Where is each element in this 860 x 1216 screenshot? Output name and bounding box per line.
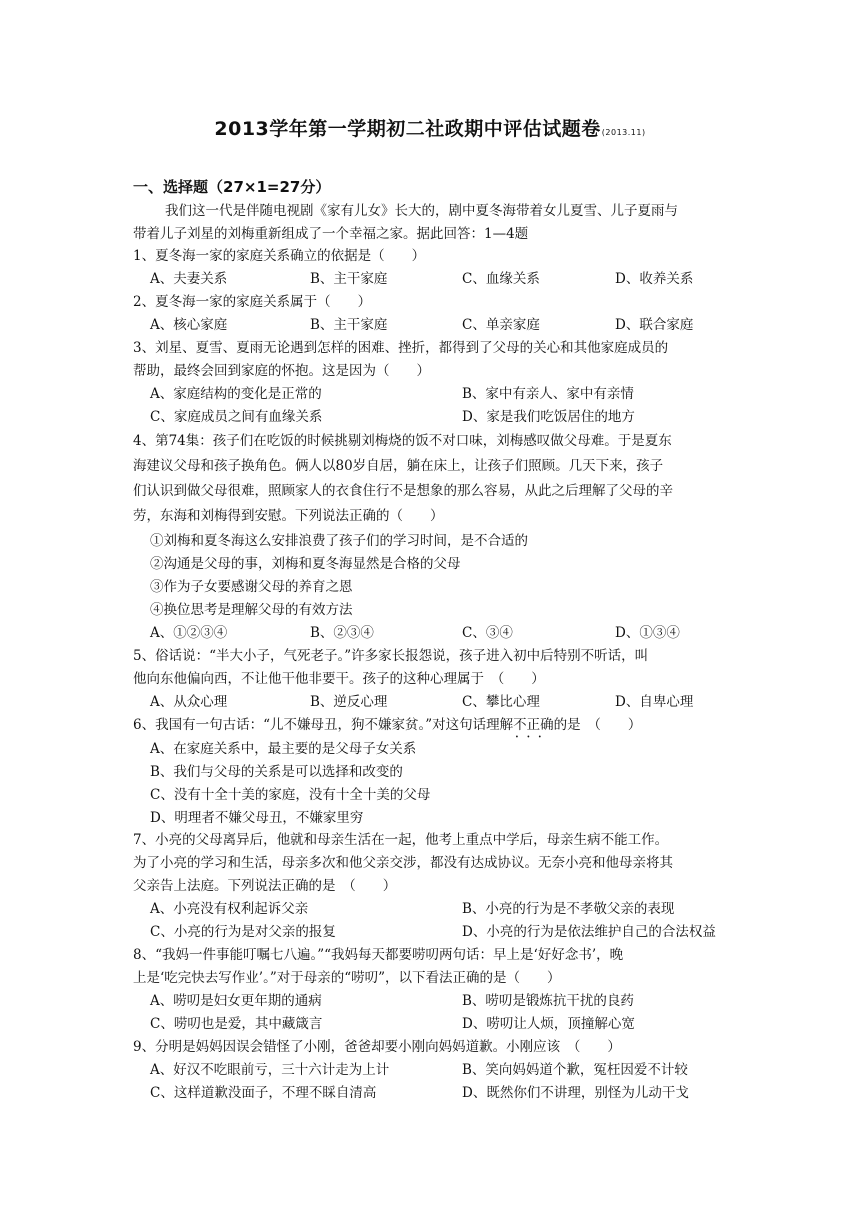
option: B、逆反心理: [310, 694, 388, 710]
option: C、单亲家庭: [462, 317, 540, 333]
option: B、②③④: [310, 625, 374, 641]
question-6-text: 6、我国有一句古话：“儿不嫌母丑，狗不嫌家贫。”对这句话理解: [133, 717, 514, 733]
exam-title: [0, 114, 860, 141]
option: A、唠叨是妇女更年期的通病: [150, 993, 322, 1009]
question-5-line-2: 他向东他偏向西，不让他干他非要干。孩子的这种心理属于 （ ）: [133, 671, 545, 687]
option: D、唠叨让人烦，顶撞解心宽: [462, 1016, 635, 1032]
question-4-line-3: 们认识到做父母很难，照顾家人的衣食住行不是想象的那么容易，从此之后理解了父母的辛: [133, 483, 673, 499]
option: C、唠叨也是爱，其中藏箴言: [150, 1016, 323, 1032]
option: A、夫妻关系: [150, 271, 228, 287]
option: B、家中有亲人、家中有亲情: [462, 386, 634, 402]
question-4-statement: ②沟通是父母的事，刘梅和夏冬海显然是合格的父母: [150, 556, 461, 572]
question-4-line-1: 4、第74集：孩子们在吃饭的时候挑剔刘梅烧的饭不对口味，刘梅感叹做父母难。于是夏东: [133, 433, 672, 449]
question-8-line-1: 8、“我妈一件事能叮嘱七八遍。”“我妈每天都要唠叨两句话：早上是‘好好念书’，晚: [133, 947, 624, 963]
title-main: 2013学年第一学期初二社政期中评估试题卷: [214, 118, 601, 140]
option: B、主干家庭: [310, 271, 388, 287]
title-date: (2013.11): [601, 128, 646, 137]
question-8-line-2: 上是‘吃完快去写作业’。”对于母亲的“唠叨”，以下看法正确的是（ ）: [133, 970, 561, 986]
option: A、家庭结构的变化是正常的: [150, 386, 322, 402]
option: D、小亮的行为是依法维护自己的合法权益: [462, 924, 716, 940]
question-7-line-3: 父亲告上法庭。下列说法正确的是 （ ）: [133, 878, 397, 894]
question-9: 9、分明是妈妈因误会错怪了小刚，爸爸却要小刚向妈妈道歉。小刚应该 （ ）: [133, 1039, 621, 1055]
question-7-line-2: 为了小亮的学习和生活，母亲多次和他父亲交涉，都没有达成协议。无奈小亮和他母亲将其: [133, 855, 673, 871]
question-6: [133, 717, 641, 733]
option: D、联合家庭: [615, 317, 694, 333]
option: B、主干家庭: [310, 317, 388, 333]
question-6-option: D、明理者不嫌父母丑，不嫌家里穷: [150, 810, 364, 826]
question-3-line-2: 帮助，最终会回到家庭的怀抱。这是因为（ ）: [133, 363, 430, 379]
option: A、①②③④: [150, 625, 228, 641]
option: C、③④: [462, 625, 513, 641]
option: D、自卑心理: [615, 694, 694, 710]
question-1: 1、夏冬海一家的家庭关系确立的依据是（ ）: [133, 248, 426, 264]
option: C、家庭成员之间有血缘关系: [150, 409, 323, 425]
option: D、家是我们吃饭居住的地方: [462, 409, 635, 425]
question-2: 2、夏冬海一家的家庭关系属于（ ）: [133, 294, 372, 310]
option: A、核心家庭: [150, 317, 228, 333]
question-6-option: A、在家庭关系中，最主要的是父母子女关系: [150, 741, 417, 757]
option: C、这样道歉没面子，不理不睬自清高: [150, 1085, 377, 1101]
intro-line-1: 我们这一代是伴随电视剧《家有儿女》长大的，剧中夏冬海带着女儿夏雪、儿子夏雨与: [165, 203, 678, 219]
option: D、①③④: [615, 625, 680, 641]
option: A、从众心理: [150, 694, 228, 710]
option: C、小亮的行为是对父亲的报复: [150, 924, 336, 940]
option: B、笑向妈妈道个歉，冤枉因爱不计较: [462, 1062, 688, 1078]
option: B、小亮的行为是不孝敬父亲的表现: [462, 901, 675, 917]
question-6-text-end: 的是 （ ）: [553, 717, 642, 733]
question-6-option: C、没有十全十美的家庭，没有十全十美的父母: [150, 787, 431, 803]
question-4-statement: ③作为子女要感谢父母的养育之恩: [150, 579, 353, 595]
question-4-line-4: 劳，东海和刘梅得到安慰。下列说法正确的（ ）: [133, 508, 444, 524]
option: A、好汉不吃眼前亏，三十六计走为上计: [150, 1062, 390, 1078]
question-5-line-1: 5、俗话说：“半大小子，气死老子。”许多家长报怨说，孩子进入初中后特别不听话，叫: [133, 648, 649, 664]
section-heading: 一、选择题（27×1=27分）: [133, 178, 331, 196]
question-7-line-1: 7、小亮的父母离异后，他就和母亲生活在一起，他考上重点中学后，母亲生病不能工作。: [133, 832, 669, 848]
emphasis-mark: 不正确 • • •: [513, 717, 554, 733]
option: D、既然你们不讲理，别怪为儿动干戈: [462, 1085, 689, 1101]
question-4-statement: ①刘梅和夏冬海这么安排浪费了孩子们的学习时间，是不合适的: [150, 533, 528, 549]
option: B、唠叨是锻炼抗干扰的良药: [462, 993, 634, 1009]
option: D、收养关系: [615, 271, 694, 287]
question-4-statement: ④换位思考是理解父母的有效方法: [150, 602, 353, 618]
intro-line-2: 带着儿子刘星的刘梅重新组成了一个幸福之家。据此回答：1—4题: [133, 226, 529, 242]
question-6-option: B、我们与父母的关系是可以选择和改变的: [150, 764, 403, 780]
option: C、血缘关系: [462, 271, 540, 287]
option: A、小亮没有权利起诉父亲: [150, 901, 309, 917]
question-3-line-1: 3、刘星、夏雪、夏雨无论遇到怎样的困难、挫折，都得到了父母的关心和其他家庭成员的: [133, 340, 669, 356]
question-4-line-2: 海建议父母和孩子换角色。俩人以80岁自居，躺在床上，让孩子们照顾。几天下来，孩子: [133, 458, 664, 474]
option: C、攀比心理: [462, 694, 540, 710]
